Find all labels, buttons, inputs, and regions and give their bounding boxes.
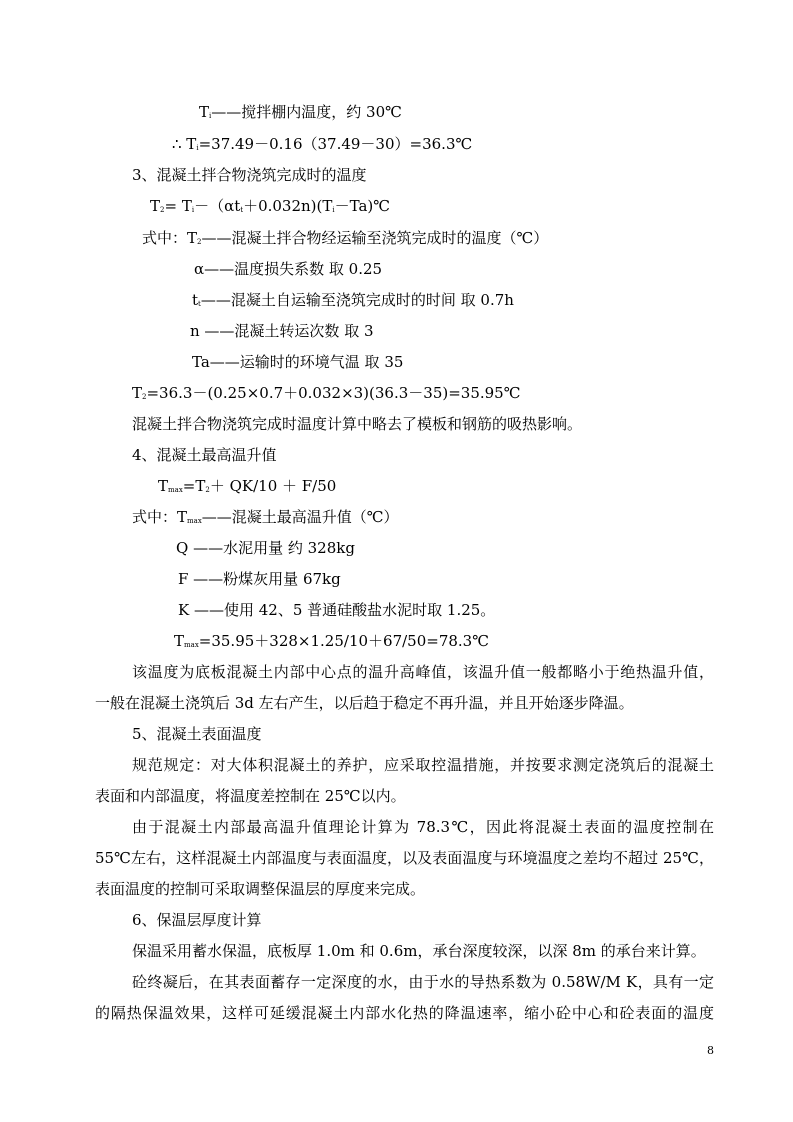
variable-k: K ——使用 42、5 普通硅酸盐水泥时取 1.25。 <box>178 601 496 619</box>
formula-ti-result: ∴ $T_i=37.49-0.16(37.49-30)=36.3℃$ <box>172 135 473 153</box>
section-heading-3: 3、混凝土拌合物浇筑完成时的温度 <box>132 166 367 184</box>
paragraph-line: 保温采用蓄水保温，底板厚 1.0m 和 0.6m，承台深度较深，以深 8m 的承台来计算。 <box>132 942 706 960</box>
formula-t2-result: $T_2=36.3-(0.25\times 0.7+0.032\times 3)(36.3-35)=35.95℃$ <box>132 384 521 402</box>
formula-tmax-where: 式中：$T_{max}——$混凝土最高温升值（℃） <box>132 508 399 526</box>
paragraph-line: 55℃左右，这样混凝土内部温度与表面温度，以及表面温度与环境温度之差均不超过 25℃， <box>95 849 714 867</box>
variable-f: F ——粉煤灰用量 67kg <box>178 570 341 588</box>
paragraph-line: 的隔热保温效果，这样可延缓混凝土内部水化热的降温速率，缩小砼中心和砼表面的温度 <box>95 1004 714 1022</box>
paragraph-line: 表面和内部温度，将温度差控制在 25℃以内。 <box>95 787 406 805</box>
formula-tmax: $T_{max}=T_2+ QK/10 + F/50$ <box>158 477 337 495</box>
variable-tt: $t_t——$混凝土自运输至浇筑完成时的时间 取 0.7h <box>192 291 514 309</box>
variable-alpha: α——温度损失系数 取 0.25 <box>194 260 383 278</box>
formula-ti-definition: $T_i——$搅拌棚内温度，约 30℃ <box>199 103 402 121</box>
paragraph-line: 规范规定：对大体积混凝土的养护，应采取控温措施，并按要求测定浇筑后的混凝土 <box>132 756 714 774</box>
paragraph-line: 由于混凝土内部最高温升值理论计算为 78.3℃，因此将混凝土表面的温度控制在 <box>132 818 714 836</box>
section-heading-4: 4、混凝土最高温升值 <box>132 446 277 464</box>
formula-t2-where: 式中：$T_2——$混凝土拌合物经运输至浇筑完成时的温度（℃） <box>142 229 549 247</box>
variable-q: Q ——水泥用量 约 328kg <box>176 539 355 557</box>
paragraph-line: 该温度为底板混凝土内部中心点的温升高峰值，该温升值一般都略小于绝热温升值， <box>132 663 714 681</box>
section-heading-5: 5、混凝土表面温度 <box>132 725 262 743</box>
paragraph-line: 一般在混凝土浇筑后 3d 左右产生，以后趋于稳定不再升温，并且开始逐步降温。 <box>95 694 634 712</box>
formula-tmax-result: $T_{max}=35.95+328\times 1.25/10+67/50=78.3℃$ <box>174 632 490 650</box>
formula-t2: $T_2=$ $T_i-(\alpha t_t+0.032n)(T_i-Ta)℃$ <box>150 197 391 215</box>
variable-ta: Ta——运输时的环境气温 取 35 <box>192 353 404 371</box>
variable-n: n ——混凝土转运次数 取 3 <box>190 322 374 340</box>
section-heading-6: 6、保温层厚度计算 <box>132 911 262 929</box>
page-number: 8 <box>707 1044 714 1057</box>
paragraph-line: 砼终凝后，在其表面蓄存一定深度的水，由于水的导热系数为 0.58W/M K，具有一定 <box>132 973 714 991</box>
paragraph-note: 混凝土拌合物浇筑完成时温度计算中略去了模板和钢筋的吸热影响。 <box>132 415 583 433</box>
paragraph-line: 表面温度的控制可采取调整保温层的厚度来完成。 <box>95 880 426 898</box>
